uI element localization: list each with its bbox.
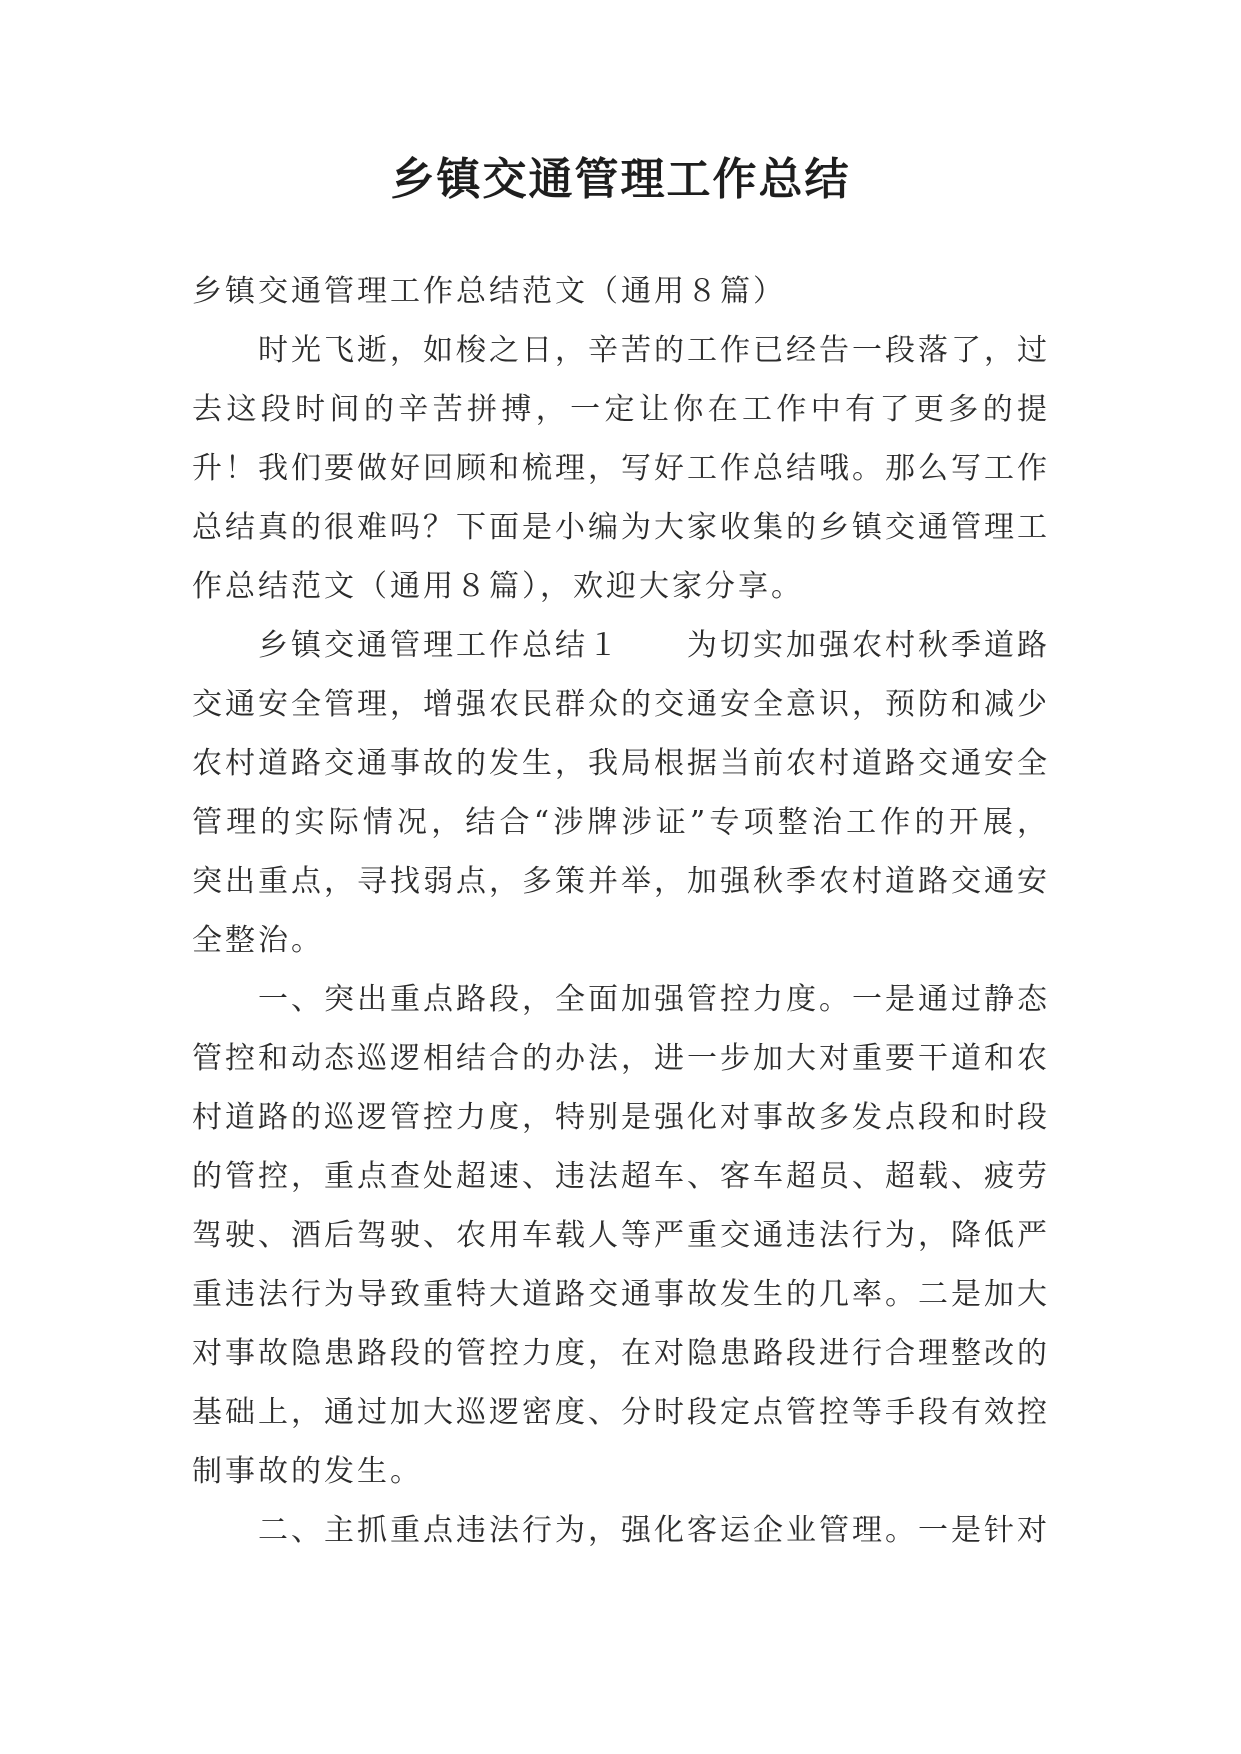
document-subtitle: 乡镇交通管理工作总结范文（通用８篇）	[192, 274, 786, 309]
paragraph-section-1: 一、突出重点路段，全面加强管控力度。一是通过静态管控和动态巡逻相结合的办法，进一步加大对重要干道和农村道路的巡逻管控力度，特别是强化对事故多发点段和时段的管控，重点查处超速、违法超车、客车超员、超载、疲劳驾驶、酒后驾驶、农用车载人等严重交通违法行为，降低严重违法行为导致重特大道路交通事故发生的几率。二是加大对事故隐患路段的管控力度，在对隐患路段进行合理整改的基础上，通过加大巡逻密度、分时段定点管控等手段有效控制事故的发生。	[192, 982, 1050, 1489]
paragraph-section-2: 二、主抓重点违法行为，强化客运企业管理。一是针对	[258, 1513, 1050, 1548]
document-title: 乡镇交通管理工作总结	[390, 154, 851, 205]
paragraph-summary-1: 乡镇交通管理工作总结１ 为切实加强农村秋季道路交通安全管理，增强农民群众的交通安全意识，预防和减少农村道路交通事故的发生，我局根据当前农村道路交通安全管理的实际情况，结合“涉牌涉证”专项整治工作的开展，突出重点，寻找弱点，多策并举，加强秋季农村道路交通安全整治。	[192, 628, 1050, 958]
paragraph-intro: 时光飞逝，如梭之日，辛苦的工作已经告一段落了，过去这段时间的辛苦拼搏，一定让你在工作中有了更多的提升！我们要做好回顾和梳理，写好工作总结哦。那么写工作总结真的很难吗？下面是小编为大家收集的乡镇交通管理工作总结范文（通用８篇），欢迎大家分享。	[192, 333, 1050, 604]
document-body	[192, 262, 1050, 1560]
